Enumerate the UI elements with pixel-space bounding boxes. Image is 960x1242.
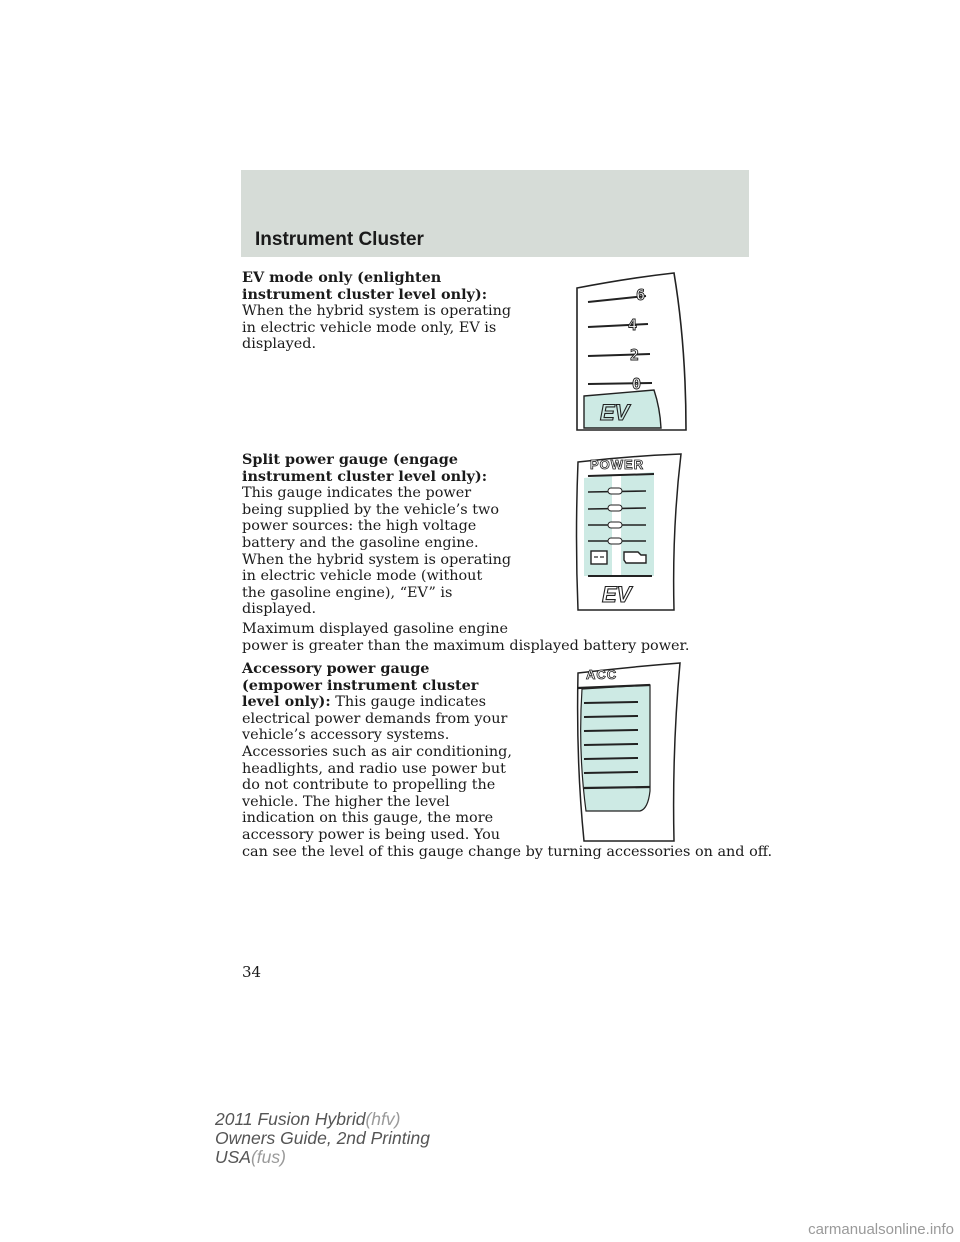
acc-tick bbox=[584, 787, 650, 788]
split-power-body-line: power sources: the high voltage bbox=[242, 518, 477, 535]
ev-scale-label: 4 bbox=[628, 316, 638, 334]
power-badge-label: EV bbox=[602, 582, 632, 607]
ev-tick bbox=[588, 383, 652, 384]
ev-scale-label: 2 bbox=[630, 346, 640, 364]
acc-tick bbox=[584, 716, 638, 717]
ev-mode-body-line: in electric vehicle mode only, EV is bbox=[242, 319, 497, 336]
ev-badge-label: EV bbox=[600, 400, 630, 425]
acc-gauge-title: ACC bbox=[586, 667, 618, 682]
accessory-heading-line: Accessory power gauge bbox=[242, 660, 430, 677]
ev-scale-label: 0 bbox=[632, 375, 642, 393]
split-power-body-line: being supplied by the vehicle’s two bbox=[242, 501, 500, 518]
ev-mode-heading-line: instrument cluster level only): bbox=[242, 285, 488, 303]
accessory-body-line: do not contribute to propelling the bbox=[242, 777, 496, 794]
power-gauge-title: POWER bbox=[590, 457, 645, 472]
max-power-paragraph bbox=[242, 621, 689, 654]
power-tick-knob bbox=[608, 522, 622, 528]
acc-tick bbox=[584, 758, 638, 759]
accessory-body-line: vehicle’s accessory systems. bbox=[242, 727, 450, 744]
acc-tick bbox=[584, 772, 638, 773]
ev-scale-label: 6 bbox=[636, 286, 646, 304]
split-power-body-line: This gauge indicates the power bbox=[242, 485, 472, 502]
split-power-heading-line: Split power gauge (engage bbox=[242, 451, 458, 468]
acc-gauge-figure bbox=[574, 661, 686, 847]
footer-line: Owners Guide, 2nd Printing bbox=[215, 1128, 430, 1148]
accessory-heading-line: level only): This gauge indicates bbox=[242, 693, 487, 711]
split-power-body-line: displayed. bbox=[242, 601, 317, 618]
accessory-body-line: Accessories such as air conditioning, bbox=[242, 743, 512, 760]
acc-tick bbox=[584, 744, 638, 745]
footer-print-info bbox=[215, 1110, 430, 1167]
power-gauge-illustration bbox=[574, 452, 686, 612]
split-power-body-line: in electric vehicle mode (without bbox=[242, 568, 483, 585]
ev-tick bbox=[588, 354, 650, 356]
accessory-body-line: headlights, and radio use power but bbox=[242, 760, 506, 777]
power-gauge-figure bbox=[574, 452, 686, 616]
accessory-body-line: electrical power demands from your bbox=[242, 710, 508, 727]
split-power-heading-line: instrument cluster level only): bbox=[242, 467, 488, 485]
split-power-body-line: the gasoline engine), “EV” is bbox=[242, 584, 453, 601]
section-header-band bbox=[241, 170, 749, 257]
accessory-body-line: vehicle. The higher the level bbox=[242, 793, 450, 810]
power-tick-knob bbox=[608, 538, 622, 544]
power-tick-knob bbox=[608, 488, 622, 494]
accessory-body-line: This gauge indicates bbox=[335, 694, 487, 711]
split-power-body-line: battery and the gasoline engine. bbox=[242, 534, 479, 551]
accessory-paragraph bbox=[242, 661, 772, 860]
accessory-body-line: indication on this gauge, the more bbox=[242, 810, 494, 827]
acc-tick bbox=[584, 730, 638, 731]
acc-tick bbox=[584, 702, 638, 703]
accessory-body-line: accessory power is being used. You bbox=[242, 826, 501, 843]
battery-icon bbox=[591, 551, 607, 564]
accessory-body-line: can see the level of this gauge change by turning accessories on and off. bbox=[242, 843, 773, 860]
ev-tick bbox=[588, 324, 648, 327]
split-power-paragraph bbox=[242, 452, 511, 618]
power-tick-knob bbox=[608, 505, 622, 511]
page-number: 34 bbox=[242, 963, 262, 981]
split-power-body-line: When the hybrid system is operating bbox=[242, 551, 512, 568]
ev-mode-body-line: displayed. bbox=[242, 336, 317, 353]
max-power-line: power is greater than the maximum displayed battery power. bbox=[242, 637, 690, 654]
ev-gauge-figure bbox=[574, 270, 689, 436]
ev-gauge-illustration bbox=[574, 270, 689, 432]
section-title: Instrument Cluster bbox=[255, 229, 424, 250]
accessory-heading-line: (empower instrument cluster bbox=[242, 676, 479, 694]
ev-mode-body-line: When the hybrid system is operating bbox=[242, 303, 512, 320]
acc-gauge-fill bbox=[581, 685, 650, 811]
ev-mode-heading-line: EV mode only (enlighten bbox=[242, 269, 442, 286]
footer-line: USA(fus) bbox=[215, 1147, 286, 1167]
site-watermark: carmanualsonline.info bbox=[808, 1221, 954, 1238]
max-power-line: Maximum displayed gasoline engine bbox=[242, 621, 508, 637]
acc-gauge-illustration bbox=[574, 661, 686, 843]
footer-line: 2011 Fusion Hybrid(hfv) bbox=[215, 1109, 401, 1129]
ev-mode-paragraph bbox=[242, 270, 511, 353]
